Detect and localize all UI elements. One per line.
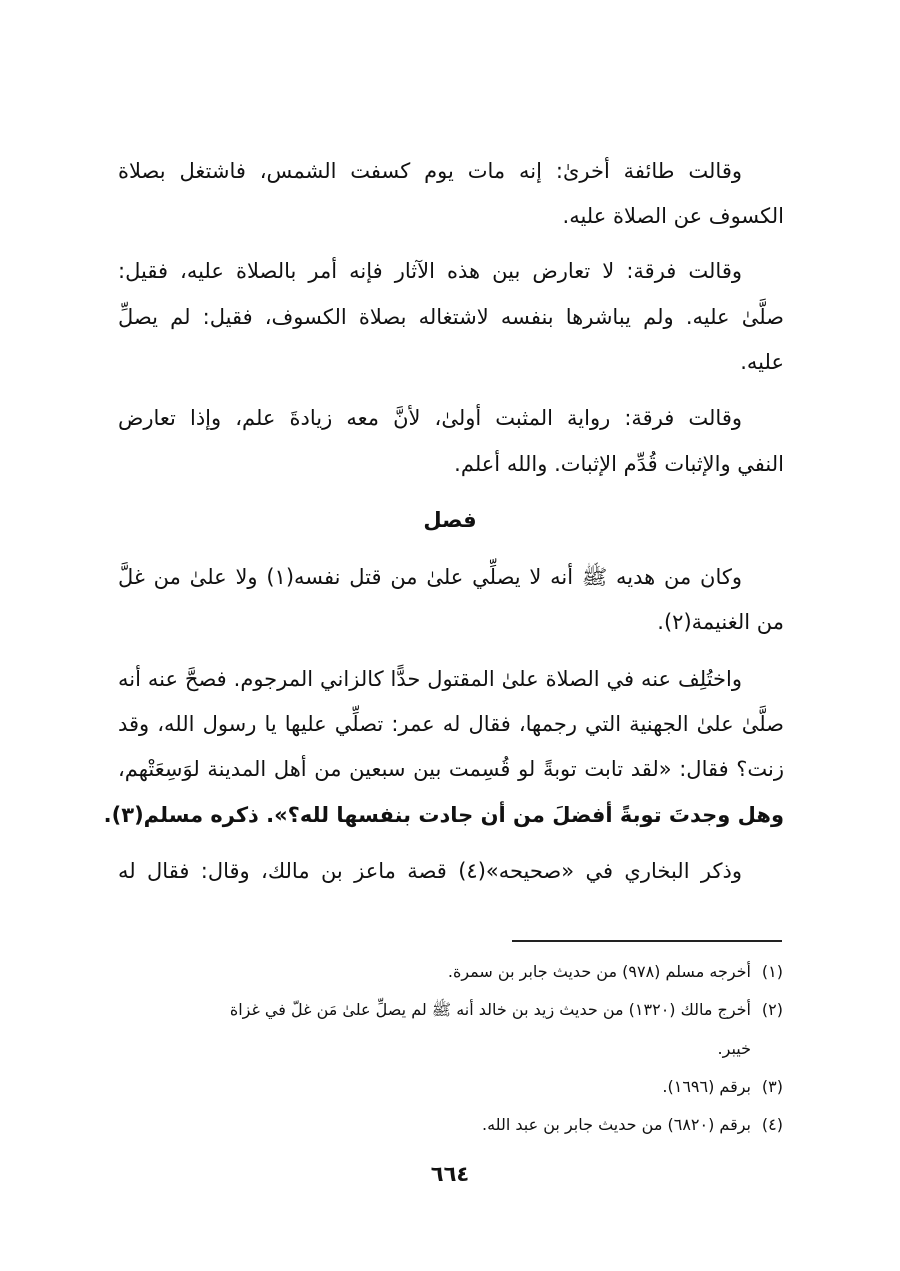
text-line: وكان من هديه ﷺ أنه لا يصلِّي علىٰ من قتل نفسه(١) ولا علىٰ من غلَّ — [118, 565, 742, 589]
text-line: وقالت فرقة: لا تعارض بين هذه الآثار فإنه أمر بالصلاة عليه، فقيل: — [118, 259, 742, 283]
text-line: وهل وجدتَ توبةً أفضلَ من أن جادت بنفسها لله؟». ذكره مسلم(٣). — [103, 803, 784, 827]
text-line: زنت؟ فقال: «لقد تابت توبةً لو قُسِمت بين سبعين من أهل المدينة لوَسِعَتْهم، — [118, 757, 784, 781]
footnote-number: (١) — [761, 962, 783, 981]
footnote — [448, 960, 783, 984]
footnote-text: خيبر. — [717, 1039, 751, 1058]
text-line: وذكر البخاري في «صحيحه»(٤) قصة ماعز بن مالك، وقال: فقال له — [118, 859, 742, 883]
footnote-divider — [512, 940, 782, 942]
text-line: صلَّىٰ علىٰ الجهنية التي رجمها، فقال له عمر: تصلِّي عليها يا رسول الله، وقد — [118, 712, 784, 736]
footnote-text: أخرج مالك (١٣٢٠) من حديث زيد بن خالد أنه ﷺ لم يصلِّ علىٰ مَن غلّ في غزاة — [229, 1000, 751, 1019]
footnote — [230, 998, 783, 1022]
section-title: فصل — [423, 508, 477, 532]
page-number: ٦٦٤ — [430, 1162, 470, 1186]
text-line: صلَّىٰ عليه. ولم يباشرها بنفسه لاشتغاله بصلاة الكسوف، فقيل: لم يصلِّ — [118, 305, 784, 329]
text-line: من الغنيمة(٢). — [657, 610, 784, 634]
footnote-text: أخرجه مسلم (٩٧٨) من حديث جابر بن سمرة. — [447, 962, 751, 981]
footnote-number: (٣) — [761, 1077, 783, 1096]
footnote-text: برقم (٦٨٢٠) من حديث جابر بن عبد الله. — [482, 1115, 751, 1134]
text-line: واختُلِف عنه في الصلاة علىٰ المقتول حدًّا كالزاني المرجوم. فصحَّ عنه أنه — [118, 667, 742, 691]
text-line: الكسوف عن الصلاة عليه. — [562, 204, 784, 228]
footnote — [718, 1037, 783, 1061]
text-line: وقالت طائفة أخرىٰ: إنه مات يوم كسفت الشمس، فاشتغل بصلاة — [118, 159, 742, 183]
footnote-number: (٤) — [761, 1115, 783, 1134]
footnote — [662, 1075, 783, 1099]
footnote-number: (٢) — [761, 1000, 783, 1019]
text-line: وقالت فرقة: رواية المثبت أولىٰ، لأنَّ معه زيادةَ علم، وإذا تعارض — [118, 406, 742, 430]
footnote-text: برقم (١٦٩٦). — [662, 1077, 751, 1096]
footnote — [482, 1113, 783, 1137]
text-line: النفي والإثبات قُدِّم الإثبات. والله أعلم. — [454, 452, 784, 476]
text-line: عليه. — [740, 350, 784, 374]
